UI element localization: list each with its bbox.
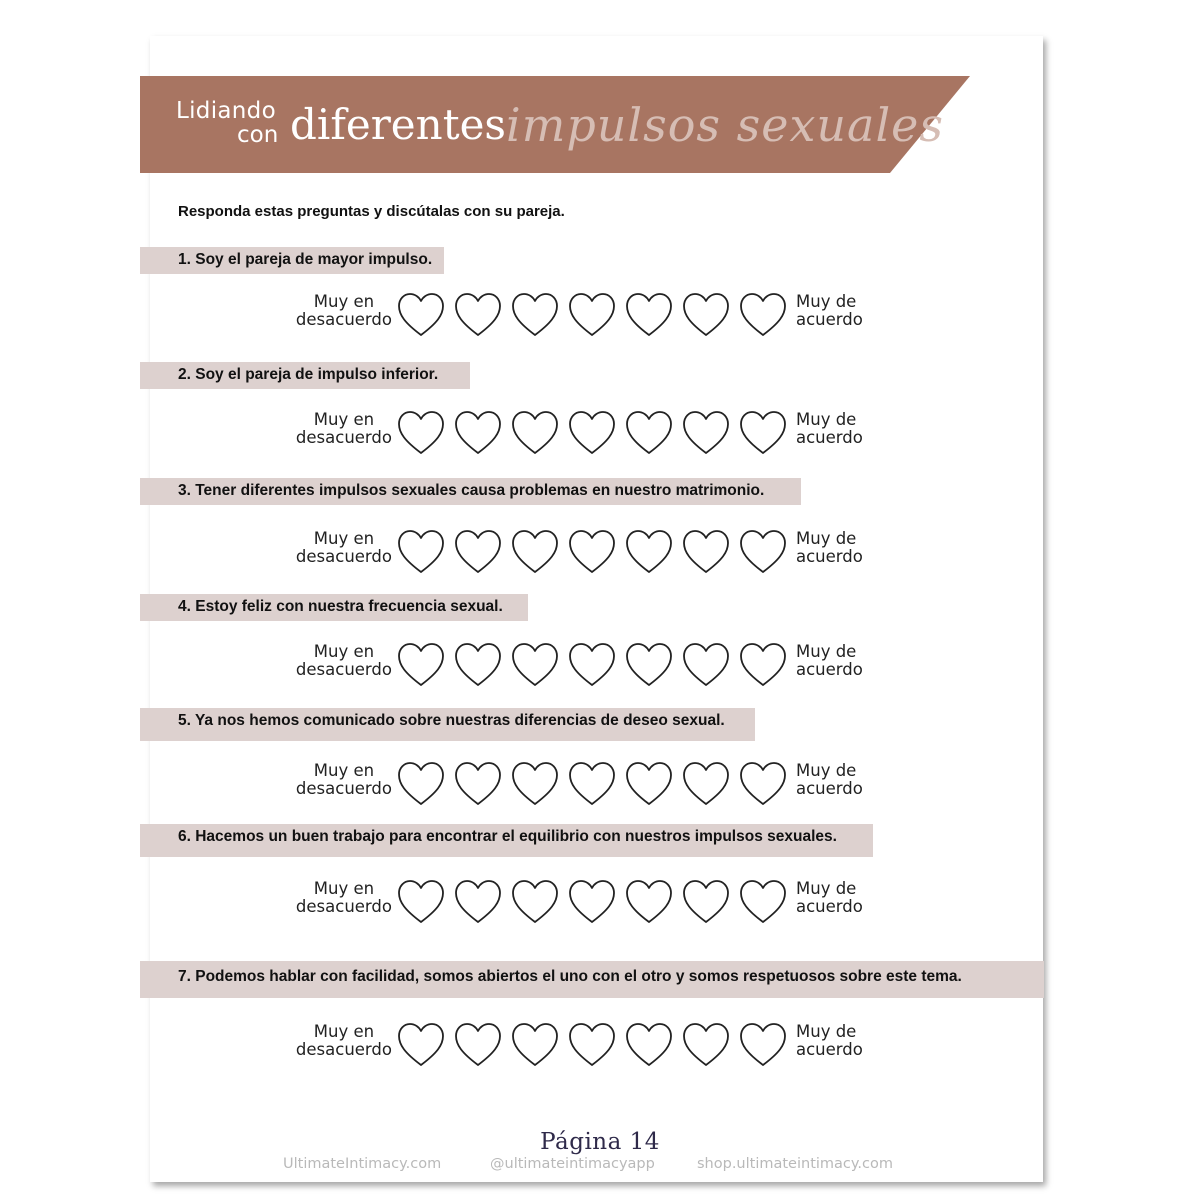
footer-link-website[interactable]: UltimateIntimacy.com: [283, 1156, 442, 1172]
heart-icon[interactable]: [397, 880, 445, 926]
heart-icon[interactable]: [625, 880, 673, 926]
scale-label-disagree-line2: desacuerdo: [295, 779, 392, 798]
heart-icon[interactable]: [454, 880, 502, 926]
heart-icon[interactable]: [568, 411, 616, 457]
scale-label-agree: [796, 411, 863, 447]
heart-icon[interactable]: [625, 762, 673, 808]
heart-icon[interactable]: [568, 530, 616, 576]
heart-icon[interactable]: [739, 293, 787, 339]
footer-link-instagram[interactable]: @ultimateintimacyapp: [490, 1156, 655, 1172]
heart-icon[interactable]: [568, 762, 616, 808]
scale-label-disagree-line1: Muy en: [313, 529, 375, 548]
heart-icon[interactable]: [568, 293, 616, 339]
heart-icon[interactable]: [397, 530, 445, 576]
rating-scale-1: [290, 293, 890, 339]
heart-icon[interactable]: [625, 293, 673, 339]
heart-icon[interactable]: [625, 411, 673, 457]
scale-label-agree-line2: acuerdo: [796, 428, 863, 447]
heart-icon[interactable]: [568, 643, 616, 689]
heart-icon[interactable]: [739, 880, 787, 926]
scale-label-disagree: [296, 1023, 392, 1059]
question-text-3: 3. Tener diferentes impulsos sexuales causa problemas en nuestro matrimonio.: [178, 482, 765, 499]
scale-label-disagree-line2: desacuerdo: [295, 310, 392, 329]
heart-icon[interactable]: [454, 293, 502, 339]
heart-icon[interactable]: [397, 762, 445, 808]
heart-icon[interactable]: [682, 293, 730, 339]
title-word-lidiando: Lidiando: [176, 98, 276, 124]
title-word-diferentes: diferentes: [290, 100, 506, 149]
question-bar-4: [140, 594, 528, 621]
heart-icon[interactable]: [511, 762, 559, 808]
scale-label-agree-line2: acuerdo: [796, 779, 863, 798]
question-text-6: 6. Hacemos un buen trabajo para encontrar el equilibrio con nuestros impulsos sexuales.: [178, 828, 837, 845]
question-text-1: 1. Soy el pareja de mayor impulso.: [178, 251, 433, 268]
scale-label-agree-line1: Muy de: [796, 642, 857, 661]
heart-icon[interactable]: [739, 530, 787, 576]
footer-link-shop[interactable]: shop.ultimateintimacy.com: [697, 1156, 893, 1172]
heart-icon[interactable]: [682, 643, 730, 689]
scale-label-agree-line1: Muy de: [796, 529, 857, 548]
question-text-7: 7. Podemos hablar con facilidad, somos abiertos el uno con el otro y somos respetuosos sobre este tema.: [178, 968, 962, 985]
scale-label-disagree-line2: desacuerdo: [295, 428, 392, 447]
heart-icon[interactable]: [739, 643, 787, 689]
rating-scale-7: [290, 1023, 890, 1069]
scale-label-agree: [796, 643, 863, 679]
scale-label-agree-line2: acuerdo: [796, 897, 863, 916]
heart-icon[interactable]: [625, 1023, 673, 1069]
heart-icon[interactable]: [568, 880, 616, 926]
rating-scale-3: [290, 530, 890, 576]
heart-icon[interactable]: [397, 643, 445, 689]
scale-label-disagree-line2: desacuerdo: [295, 1040, 392, 1059]
rating-scale-5: [290, 762, 890, 808]
heart-icon[interactable]: [682, 411, 730, 457]
question-bar-5: [140, 708, 755, 741]
scale-label-agree: [796, 1023, 863, 1059]
scale-label-agree-line1: Muy de: [796, 761, 857, 780]
scale-label-agree: [796, 293, 863, 329]
instructions: Responda estas preguntas y discútalas con su pareja.: [178, 203, 565, 220]
heart-icon[interactable]: [682, 530, 730, 576]
scale-label-disagree-line1: Muy en: [313, 642, 375, 661]
scale-label-disagree: [296, 762, 392, 798]
question-text-5: 5. Ya nos hemos comunicado sobre nuestras diferencias de deseo sexual.: [178, 712, 725, 729]
scale-label-disagree-line1: Muy en: [313, 879, 375, 898]
heart-icon[interactable]: [739, 411, 787, 457]
heart-icon[interactable]: [511, 880, 559, 926]
heart-icon[interactable]: [568, 1023, 616, 1069]
heart-icon[interactable]: [739, 1023, 787, 1069]
title-script: impulsos sexuales: [506, 98, 945, 152]
heart-icon[interactable]: [625, 530, 673, 576]
heart-icon[interactable]: [682, 762, 730, 808]
question-bar-7: [140, 961, 1044, 998]
question-bar-1: [140, 247, 444, 274]
heart-icon[interactable]: [454, 643, 502, 689]
heart-icon[interactable]: [397, 293, 445, 339]
question-bar-2: [140, 362, 470, 389]
question-text-2: 2. Soy el pareja de impulso inferior.: [178, 366, 439, 383]
scale-label-agree-line1: Muy de: [796, 879, 857, 898]
heart-icon[interactable]: [511, 411, 559, 457]
scale-label-disagree: [296, 293, 392, 329]
scale-label-agree: [796, 530, 863, 566]
rating-scale-4: [290, 643, 890, 689]
heart-icon[interactable]: [454, 762, 502, 808]
scale-label-agree-line2: acuerdo: [796, 1040, 863, 1059]
heart-icon[interactable]: [397, 411, 445, 457]
scale-label-agree-line2: acuerdo: [796, 547, 863, 566]
heart-icon[interactable]: [511, 293, 559, 339]
scale-label-agree: [796, 880, 863, 916]
scale-label-agree-line1: Muy de: [796, 292, 857, 311]
scale-label-disagree: [296, 411, 392, 447]
scale-label-disagree-line2: desacuerdo: [295, 660, 392, 679]
heart-icon[interactable]: [739, 762, 787, 808]
heart-icon[interactable]: [511, 643, 559, 689]
heart-icon[interactable]: [682, 880, 730, 926]
page-number: Página 14: [540, 1129, 660, 1155]
heart-icon[interactable]: [454, 1023, 502, 1069]
scale-label-disagree-line1: Muy en: [313, 410, 375, 429]
heart-icon[interactable]: [397, 1023, 445, 1069]
heart-icon[interactable]: [511, 1023, 559, 1069]
scale-label-disagree-line1: Muy en: [313, 1022, 375, 1041]
heart-icon[interactable]: [682, 1023, 730, 1069]
scale-label-agree-line1: Muy de: [796, 1022, 857, 1041]
title-banner: [140, 76, 970, 173]
heart-icon[interactable]: [511, 530, 559, 576]
scale-label-agree-line2: acuerdo: [796, 310, 863, 329]
rating-scale-2: [290, 411, 890, 457]
rating-scale-6: [290, 880, 890, 926]
question-bar-3: [140, 478, 801, 505]
scale-label-disagree-line2: desacuerdo: [295, 547, 392, 566]
scale-label-agree-line1: Muy de: [796, 410, 857, 429]
title-word-con: con: [237, 122, 279, 148]
scale-label-agree-line2: acuerdo: [796, 660, 863, 679]
heart-icon[interactable]: [454, 411, 502, 457]
question-bar-6: [140, 824, 873, 857]
scale-label-disagree: [296, 880, 392, 916]
scale-label-disagree-line2: desacuerdo: [295, 897, 392, 916]
heart-icon[interactable]: [454, 530, 502, 576]
scale-label-disagree: [296, 530, 392, 566]
scale-label-disagree: [296, 643, 392, 679]
heart-icon[interactable]: [625, 643, 673, 689]
question-text-4: 4. Estoy feliz con nuestra frecuencia sexual.: [178, 598, 503, 615]
scale-label-agree: [796, 762, 863, 798]
scale-label-disagree-line1: Muy en: [313, 761, 375, 780]
scale-label-disagree-line1: Muy en: [313, 292, 375, 311]
